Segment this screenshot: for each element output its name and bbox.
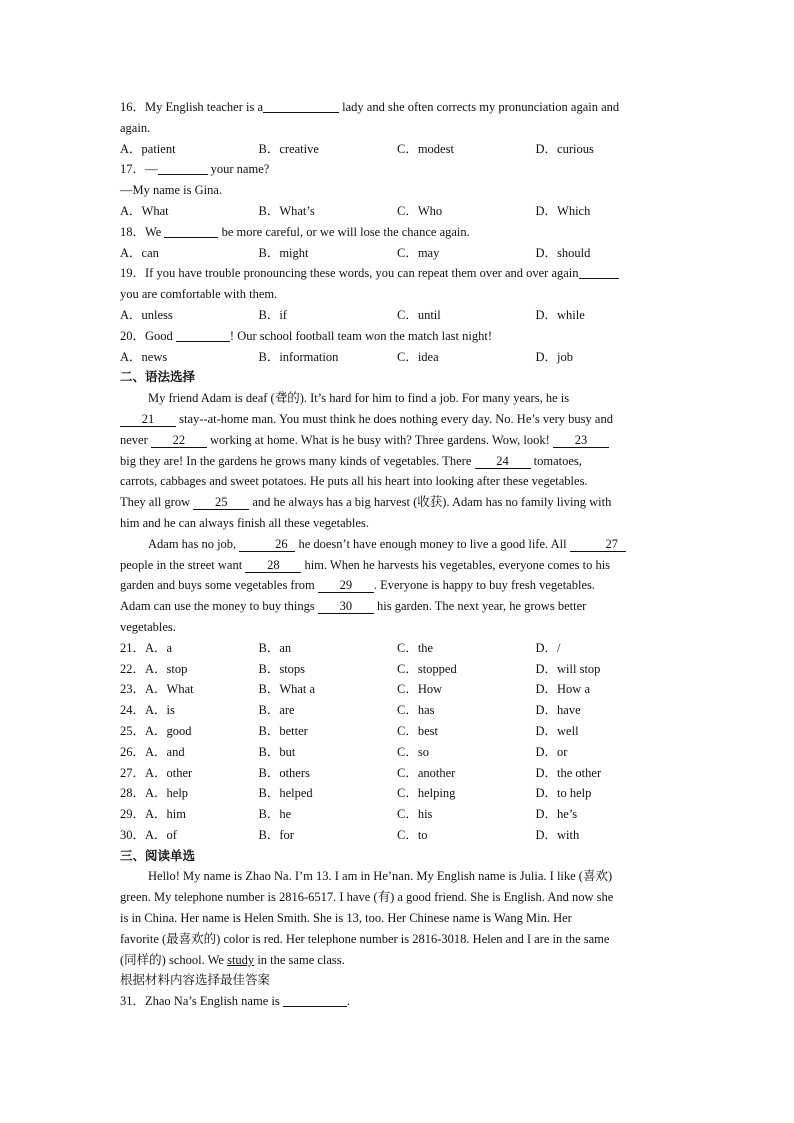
answer-blank[interactable] (283, 993, 347, 1007)
grammar-passage: My friend Adam is deaf (聋的). It’s hard for him to find a job. For many years, he is 21 stay--at-home man. You must think he does nothing every day. No. He’s very busy and never 22 working at home. What is he busy with? Three gardens. Wow, look! 23 big they are! In the gardens he grows many kinds of vegetables. There 24 tomatoes, carrots, cabbages and sweet potatoes. He puts all his heart into looking after these vegetables. They all grow 25 and he always has a big harvest (收获). Adam has no family living with him and he can always finish all these vegetables. Adam has no job, 26 he doesn’t have enough money to live a good life. All 27 people in the street want 28 him. When he harvests his vegetables, everyone comes to his garden and buys some vegetables from 29 . Everyone is happy to buy fresh vegetables. Adam can use the money to buy things 30 his garden. The next year, he grows better vegetables. (120, 388, 676, 638)
option-c[interactable]: C．has (397, 703, 435, 718)
option-d[interactable]: D．Which (535, 203, 591, 218)
option-c[interactable]: C．until (397, 307, 441, 322)
answer-blank[interactable] (263, 99, 339, 113)
option-b[interactable]: B．What a (258, 682, 316, 697)
question-16: 16．My English teacher is a lady and she often corrects my pronunciation again and (120, 100, 620, 114)
option-b[interactable]: B．he (258, 807, 292, 822)
question-16-stem-cont: again. (120, 120, 151, 135)
option-d[interactable]: D．should (535, 245, 591, 260)
question-17: 17．— your name? (120, 162, 270, 177)
answer-blank[interactable] (158, 161, 208, 175)
option-d[interactable]: D．he’s (535, 807, 578, 822)
option-c[interactable]: C．the (397, 640, 434, 655)
question-16-stem: 16．My English teacher is a (120, 100, 264, 114)
option-b[interactable]: B．but (258, 744, 296, 759)
question-31: 31．Zhao Na’s English name is . (120, 994, 350, 1009)
blank-30: 30 (318, 599, 374, 614)
answer-blank[interactable] (579, 265, 619, 279)
option-d[interactable]: D．curious (535, 141, 594, 156)
option-c[interactable]: C．How (397, 682, 443, 697)
underlined-word: study (227, 952, 255, 967)
option-d[interactable]: D．job (535, 349, 574, 364)
option-c[interactable]: C．best (397, 723, 438, 738)
option-d[interactable]: D．/ (535, 640, 561, 655)
blank-21: 21 (120, 412, 176, 427)
option-c[interactable]: C．to (397, 827, 428, 842)
question-30-options (120, 825, 676, 846)
question-23-options (120, 679, 676, 700)
question-21-options (120, 638, 676, 659)
blank-25: 25 (193, 495, 249, 510)
option-a[interactable]: 22．A．stop (120, 661, 188, 676)
option-b[interactable]: B．stops (258, 661, 306, 676)
option-c[interactable]: C．his (397, 807, 433, 822)
option-c[interactable]: C．so (397, 744, 429, 759)
blank-22: 22 (151, 433, 207, 448)
option-d[interactable]: D．to help (535, 786, 592, 801)
option-b[interactable]: B．others (258, 765, 310, 780)
option-d[interactable]: D．or (535, 744, 568, 759)
option-a[interactable]: A．patient (120, 141, 176, 156)
option-c[interactable]: C．idea (397, 349, 439, 364)
reading-passage: Hello! My name is Zhao Na. I’m 13. I am in He’nan. My English name is Julia. I like (喜欢) green. My telephone number is 2816-6517. I have (有) a good friend. She is English. And now she is in China. Her name is Helen Smith. She is 13, too. Her Chinese name is Wang Min. Her favorite (最喜欢的) color is red. Her telephone number is 2816-3018. Helen and I are in the same (同样的) school. We study in the same class. (120, 869, 614, 967)
option-b[interactable]: B．What’s (258, 203, 315, 218)
question-20: 20．Good ! Our school football team won the match last night! (120, 328, 492, 343)
option-b[interactable]: B．better (258, 723, 308, 738)
blank-24: 24 (475, 454, 531, 469)
option-b[interactable]: B．an (258, 640, 292, 655)
question-19: 19．If you have trouble pronouncing these words, you can repeat them over and over again (120, 263, 676, 284)
blank-27: 27 (570, 537, 626, 552)
option-c[interactable]: C．modest (397, 141, 454, 156)
answer-blank[interactable] (176, 328, 230, 342)
option-a[interactable]: 29．A．him (120, 807, 186, 822)
question-19-stem-cont: you are comfortable with them. (120, 287, 278, 302)
option-d[interactable]: D．the other (535, 765, 602, 780)
option-a[interactable]: 28．A．help (120, 786, 189, 801)
question-24-options (120, 700, 676, 721)
option-c[interactable]: C．may (397, 245, 440, 260)
question-22-options (120, 659, 676, 680)
option-a[interactable]: 23．A．What (120, 682, 194, 697)
question-17-reply: —My name is Gina. (120, 183, 223, 198)
question-19-options (120, 305, 676, 326)
question-18-options (120, 243, 676, 264)
question-18: 18．We be more careful, or we will lose the chance again. (120, 224, 470, 239)
grammar-options (120, 638, 676, 846)
option-a[interactable]: A．What (120, 203, 169, 218)
option-d[interactable]: D．with (535, 827, 580, 842)
question-20-options (120, 347, 676, 368)
option-a[interactable]: 24．A．is (120, 703, 175, 718)
option-b[interactable]: B．are (258, 703, 295, 718)
question-27-options (120, 763, 676, 784)
question-17-options (120, 201, 676, 222)
question-25-options (120, 721, 676, 742)
question-16-options (120, 139, 676, 160)
option-b[interactable]: B．for (258, 827, 294, 842)
question-26-options (120, 742, 676, 763)
question-29-options (120, 804, 676, 825)
exam-sheet (120, 97, 676, 1012)
answer-blank[interactable] (164, 224, 218, 238)
option-a[interactable]: 25．A．good (120, 723, 192, 738)
section-heading-grammar: 二、语法选择 (120, 369, 196, 385)
blank-28: 28 (245, 558, 301, 573)
option-d[interactable]: D．will stop (535, 661, 601, 676)
option-a[interactable]: 30．A．of (120, 827, 177, 842)
option-b[interactable]: B．creative (258, 141, 319, 156)
option-a[interactable]: 26．A．and (120, 744, 185, 759)
option-a[interactable]: 27．A．other (120, 765, 193, 780)
option-b[interactable]: B．helped (258, 786, 313, 801)
blank-26: 26 (239, 537, 295, 552)
blank-29: 29 (318, 578, 374, 593)
option-c[interactable]: C．another (397, 765, 456, 780)
option-a[interactable]: A．news (120, 349, 168, 364)
option-a[interactable]: A．can (120, 245, 159, 260)
option-a[interactable]: A．unless (120, 307, 173, 322)
option-c[interactable]: C．Who (397, 203, 443, 218)
option-d[interactable]: D．while (535, 307, 585, 322)
option-d[interactable]: D．have (535, 703, 581, 718)
instruction: 根据材料内容选择最佳答案 (120, 972, 271, 988)
option-b[interactable]: B．information (258, 349, 339, 364)
blank-23: 23 (553, 433, 609, 448)
question-28-options (120, 783, 676, 804)
option-c[interactable]: C．helping (397, 786, 456, 801)
option-d[interactable]: D．well (535, 723, 579, 738)
section-heading-reading: 三、阅读单选 (120, 847, 196, 863)
option-b[interactable]: B．if (258, 307, 287, 322)
option-b[interactable]: B．might (258, 245, 309, 260)
option-d[interactable]: D．How a (535, 682, 591, 697)
option-a[interactable]: 21．A．a (120, 640, 173, 655)
option-c[interactable]: C．stopped (397, 661, 457, 676)
